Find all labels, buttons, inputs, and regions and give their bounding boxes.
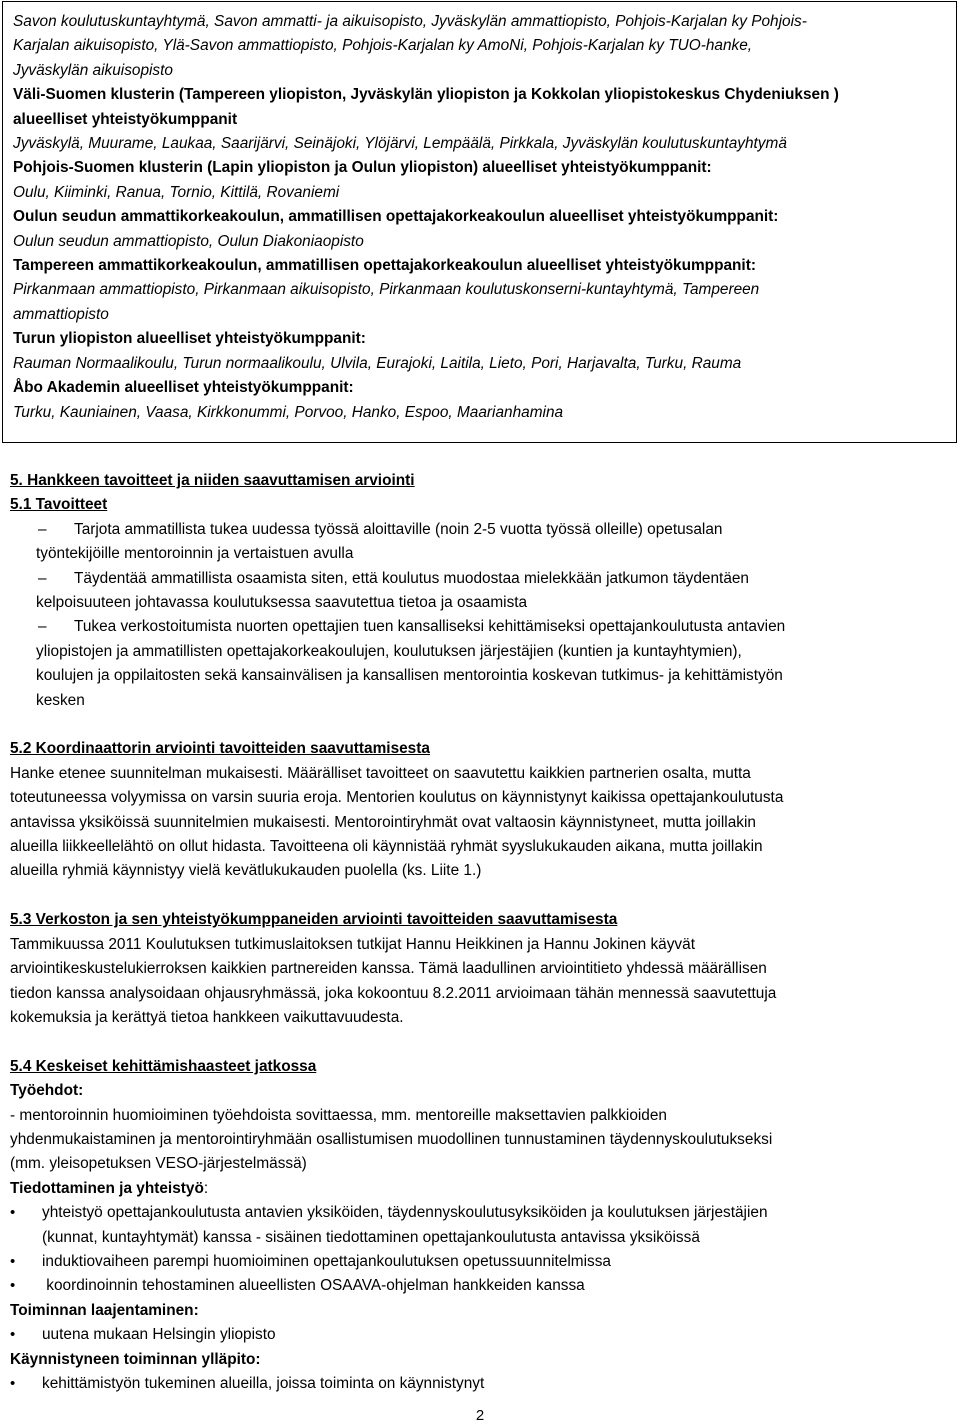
dash-icon: –: [38, 618, 47, 636]
cluster-heading: Pohjois-Suomen klusterin (Lapin yliopiston ja Oulun yliopiston) alueelliset yhteistyökumppanit:: [13, 159, 712, 177]
list-item: • induktiovaiheen parempi huomioiminen opettajankoulutuksen opetussuunnitelmissa: [10, 1250, 950, 1274]
partner-line: ammattiopisto: [13, 305, 109, 323]
paragraph-line: alueilla liikkeellelähtö on ollut hidasta. Tavoitteena oli käynnistää ryhmät syyslukukauden aikana, mutta joillakin: [10, 838, 763, 856]
partner-line: Savon koulutuskuntayhtymä, Savon ammatti- ja aikuisopisto, Jyväskylän ammattiopisto, Pohjois-Karjalan ky Pohjois-: [13, 13, 807, 30]
list-item-continuation: (kunnat, kuntayhtymät) kanssa - sisäinen tiedottaminen opettajankoulutusta antavissa yksiköissä: [42, 1228, 700, 1246]
cluster-heading: alueelliset yhteistyökumppanit: [13, 110, 238, 128]
paragraph-line: kokemuksia ja kerättyä tietoa hankkeen vaikuttavuudesta.: [10, 1008, 404, 1026]
paragraph-line: Tammikuussa 2011 Koulutuksen tutkimuslaitoksen tutkijat Hannu Heikkinen ja Hannu Jokinen käyvät: [10, 935, 695, 953]
section-5-3-body: [10, 933, 950, 1031]
cluster-heading: Väli-Suomen klusterin (Tampereen yliopiston, Jyväskylän yliopiston ja Kokkolan yliopistokeskus Chydeniuksen ): [13, 86, 839, 104]
dash-icon: –: [38, 520, 47, 538]
goal-item: – Täydentää ammatillista osaamista siten, että koulutus muodostaa mielekkään jatkumon täydentäen: [10, 567, 950, 591]
paragraph-line: toteutuneessa volyymissa on varsin suuria eroja. Mentorien koulutus on käynnistynyt kaikissa opettajankoulutusta: [10, 789, 784, 807]
goal-item-continuation: kesken: [36, 691, 85, 709]
bullet-icon: •: [10, 1326, 16, 1344]
paragraph-line: tiedon kanssa analysoidaan ohjausryhmässä, joka kokoontuu 8.2.2011 arvioimaan tähän mennessä saavutettuja: [10, 984, 777, 1002]
paragraph-line: yhdenmukaistaminen ja mentorointiryhmään osallistumisen muodollinen tunnustaminen täydennyskoulutukseksi: [10, 1130, 773, 1148]
yllapito-heading: Käynnistyneen toiminnan ylläpito:: [10, 1350, 261, 1368]
list-item: • yhteistyö opettajankoulutusta antavien yksiköiden, täydennyskoulutusyksiköiden ja koulutuksen järjestäjien: [10, 1201, 950, 1225]
section-5-title: 5. Hankkeen tavoitteet ja niiden saavuttamisen arviointi: [10, 472, 415, 489]
goal-item-continuation: työntekijöille mentoroinnin ja vertaistuen avulla: [36, 545, 354, 563]
partner-line: Turku, Kauniainen, Vaasa, Kirkkonummi, Porvoo, Hanko, Espoo, Maarianhamina: [13, 403, 564, 421]
paragraph-line: arviointikeskustelukierroksen kaikkien partnereiden kanssa. Tämä laadullinen arviointitieto yhdessä määrällisen: [10, 960, 767, 978]
goal-item-continuation: kelpoisuuteen johtavassa koulutuksessa saavutettua tietoa ja osaamista: [36, 594, 528, 612]
section-5-1-title: 5.1 Tavoitteet: [10, 496, 108, 514]
list-item: • koordinoinnin tehostaminen alueellisten OSAAVA-ohjelman hankkeiden kanssa: [10, 1274, 950, 1298]
bullet-icon: •: [10, 1277, 16, 1295]
list-item: • kehittämistyön tukeminen alueilla, joissa toiminta on käynnistynyt: [10, 1372, 950, 1396]
main-content: [10, 469, 950, 1396]
partner-line: Oulu, Kiiminki, Ranua, Tornio, Kittilä, Rovaniemi: [13, 183, 340, 201]
partner-line: Rauman Normaalikoulu, Turun normaalikoulu, Ulvila, Eurajoki, Laitila, Lieto, Pori, Harjavalta, Turku, Rauma: [13, 354, 742, 372]
section-5-3-title: 5.3 Verkoston ja sen yhteistyökumppaneiden arviointi tavoitteiden saavuttamisesta: [10, 911, 618, 929]
laajentaminen-heading: Toiminnan laajentaminen:: [10, 1301, 199, 1319]
list-item: • uutena mukaan Helsingin yliopisto: [10, 1323, 950, 1347]
goal-item: – Tarjota ammatillista tukea uudessa työssä aloittaville (noin 2-5 vuotta työssä olleille) opetusalan: [10, 518, 950, 542]
partner-line: Karjalan aikuisopisto, Ylä-Savon ammattiopisto, Pohjois-Karjalan ky AmoNi, Pohjois-Karjalan ky TUO-hanke,: [13, 37, 753, 55]
paragraph-line: alueilla ryhmiä käynnistyy vielä kevätlukukauden puolella (ks. Liite 1.): [10, 862, 482, 880]
partners-box: [2, 1, 957, 443]
section-5-2-title: 5.2 Koordinaattorin arviointi tavoitteiden saavuttamisesta: [10, 740, 430, 758]
bullet-icon: •: [10, 1374, 16, 1392]
tiedottaminen-heading: Tiedottaminen ja yhteistyö:: [10, 1179, 209, 1197]
cluster-heading: Åbo Akademin alueelliset yhteistyökumppanit:: [13, 379, 354, 397]
partner-line: Jyväskylä, Muurame, Laukaa, Saarijärvi, Seinäjoki, Ylöjärvi, Lempäälä, Pirkkala, Jyväskylän koulutuskuntayhtymä: [13, 135, 787, 153]
paragraph-line: Hanke etenee suunnitelman mukaisesti. Määrälliset tavoitteet on saavutettu kaikkien partnerien osalta, mutta: [10, 764, 751, 782]
goals-list: [10, 518, 950, 713]
paragraph-line: - mentoroinnin huomioiminen työehdoista sovittaessa, mm. mentoreille maksettavien palkkioiden: [10, 1106, 667, 1124]
bullet-icon: •: [10, 1204, 16, 1222]
goal-item: – Tukea verkostoitumista nuorten opettajien tuen kansalliseksi kehittämiseksi opettajankoulutusta antavien: [10, 615, 950, 639]
tyoehdot-heading: Työehdot:: [10, 1082, 84, 1100]
bullet-icon: •: [10, 1252, 16, 1270]
partner-line: Pirkanmaan ammattiopisto, Pirkanmaan aikuisopisto, Pirkanmaan koulutuskonserni-kuntayhtymä, Tampereen: [13, 281, 760, 299]
section-5-2-body: [10, 762, 950, 884]
cluster-heading: Tampereen ammattikorkeakoulun, ammatillisen opettajakorkeakoulun alueelliset yhteistyökumppanit:: [13, 257, 756, 275]
section-5-4-title: 5.4 Keskeiset kehittämishaasteet jatkossa: [10, 1057, 317, 1075]
goal-item-continuation: koulujen ja oppilaitosten sekä kansainvälisen ja kansallisen mentorointia koskevan tutkimus- ja kehittämistyön: [36, 667, 783, 685]
cluster-heading: Turun yliopiston alueelliset yhteistyökumppanit:: [13, 330, 366, 348]
partner-line: Oulun seudun ammattiopisto, Oulun Diakoniaopisto: [13, 232, 364, 250]
goal-item-continuation: yliopistojen ja ammatillisten opettajakorkeakoulujen, koulutuksen järjestäjien (kuntien ja kuntayhtymien),: [36, 642, 742, 660]
paragraph-line: antavissa yksiköissä suunnitelmien mukaisesti. Mentorointiryhmät ovat valtaosin käynnistyneet, mutta joillakin: [10, 813, 756, 831]
paragraph-line: (mm. yleisopetuksen VESO-järjestelmässä): [10, 1155, 307, 1173]
dash-icon: –: [38, 569, 47, 587]
partner-line: Jyväskylän aikuisopisto: [13, 61, 173, 79]
page-number: 2: [475, 1407, 485, 1424]
cluster-heading: Oulun seudun ammattikorkeakoulun, ammatillisen opettajakorkeakoulun alueelliset yhteistyökumppanit:: [13, 208, 779, 226]
